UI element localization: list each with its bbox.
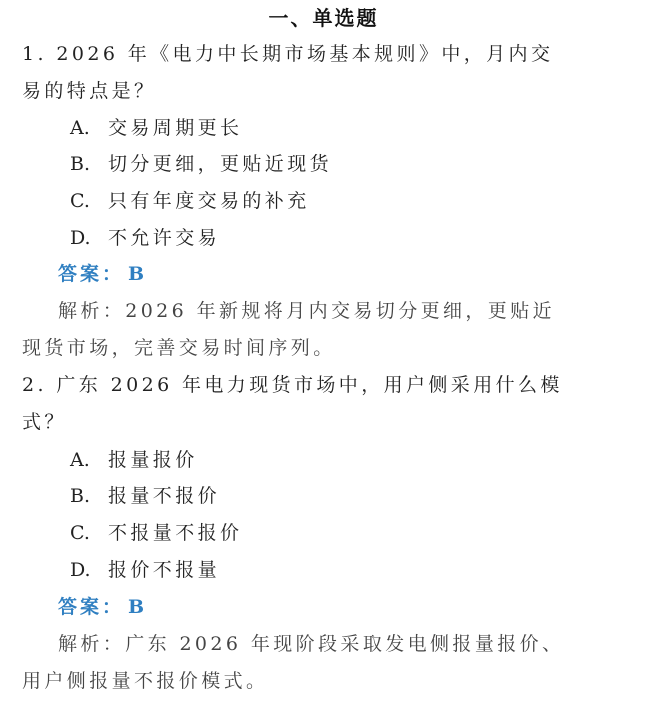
question-2-option-a bbox=[70, 446, 198, 474]
option-text: 报量不报价 bbox=[108, 485, 221, 507]
section-title: 一、单选题 bbox=[268, 6, 379, 30]
question-1-stem-line-2: 易的特点是？ bbox=[22, 80, 157, 102]
option-letter: B. bbox=[70, 485, 91, 507]
option-text: 不允许交易 bbox=[108, 227, 221, 249]
answer-label: 答案： bbox=[58, 263, 125, 285]
option-letter: D. bbox=[70, 227, 91, 249]
question-1-option-d bbox=[70, 224, 220, 252]
question-1-explanation-line-2: 现货市场，完善交易时间序列。 bbox=[22, 337, 336, 359]
option-letter: A. bbox=[70, 449, 90, 471]
question-2-option-d bbox=[70, 556, 220, 584]
answer-value: B bbox=[128, 263, 148, 285]
question-1-option-b bbox=[70, 150, 332, 178]
option-letter: D. bbox=[70, 559, 91, 581]
question-2-answer bbox=[58, 593, 147, 621]
question-2-stem-line-2: 式？ bbox=[22, 411, 67, 433]
answer-value: B bbox=[128, 596, 148, 618]
option-letter: B. bbox=[70, 153, 91, 175]
question-1-stem-line-1: 1. 2026 年《电力中长期市场基本规则》中，月内交 bbox=[22, 43, 554, 65]
option-letter: C. bbox=[70, 522, 90, 544]
answer-label: 答案： bbox=[58, 596, 125, 618]
question-2-stem-line-1: 2. 广东 2026 年电力现货市场中，用户侧采用什么模 bbox=[22, 374, 563, 396]
option-letter: A. bbox=[70, 117, 90, 139]
option-text: 报价不报量 bbox=[108, 559, 221, 581]
question-1-option-c bbox=[70, 187, 310, 215]
question-1-explanation-line-1: 解析：2026 年新规将月内交易切分更细，更贴近 bbox=[58, 300, 555, 322]
question-2-option-b bbox=[70, 482, 220, 510]
option-text: 报量报价 bbox=[108, 449, 198, 471]
question-2-explanation-line-1: 解析：广东 2026 年现阶段采取发电侧报量报价、 bbox=[58, 633, 565, 655]
option-text: 交易周期更长 bbox=[108, 117, 243, 139]
option-text: 只有年度交易的补充 bbox=[108, 190, 310, 212]
question-1-answer bbox=[58, 260, 147, 288]
question-2-option-c bbox=[70, 519, 242, 547]
option-text: 不报量不报价 bbox=[108, 522, 243, 544]
option-letter: C. bbox=[70, 190, 90, 212]
option-text: 切分更细，更贴近现货 bbox=[108, 153, 333, 175]
question-1-option-a bbox=[70, 114, 242, 142]
question-2-explanation-line-2: 用户侧报量不报价模式。 bbox=[22, 670, 269, 692]
